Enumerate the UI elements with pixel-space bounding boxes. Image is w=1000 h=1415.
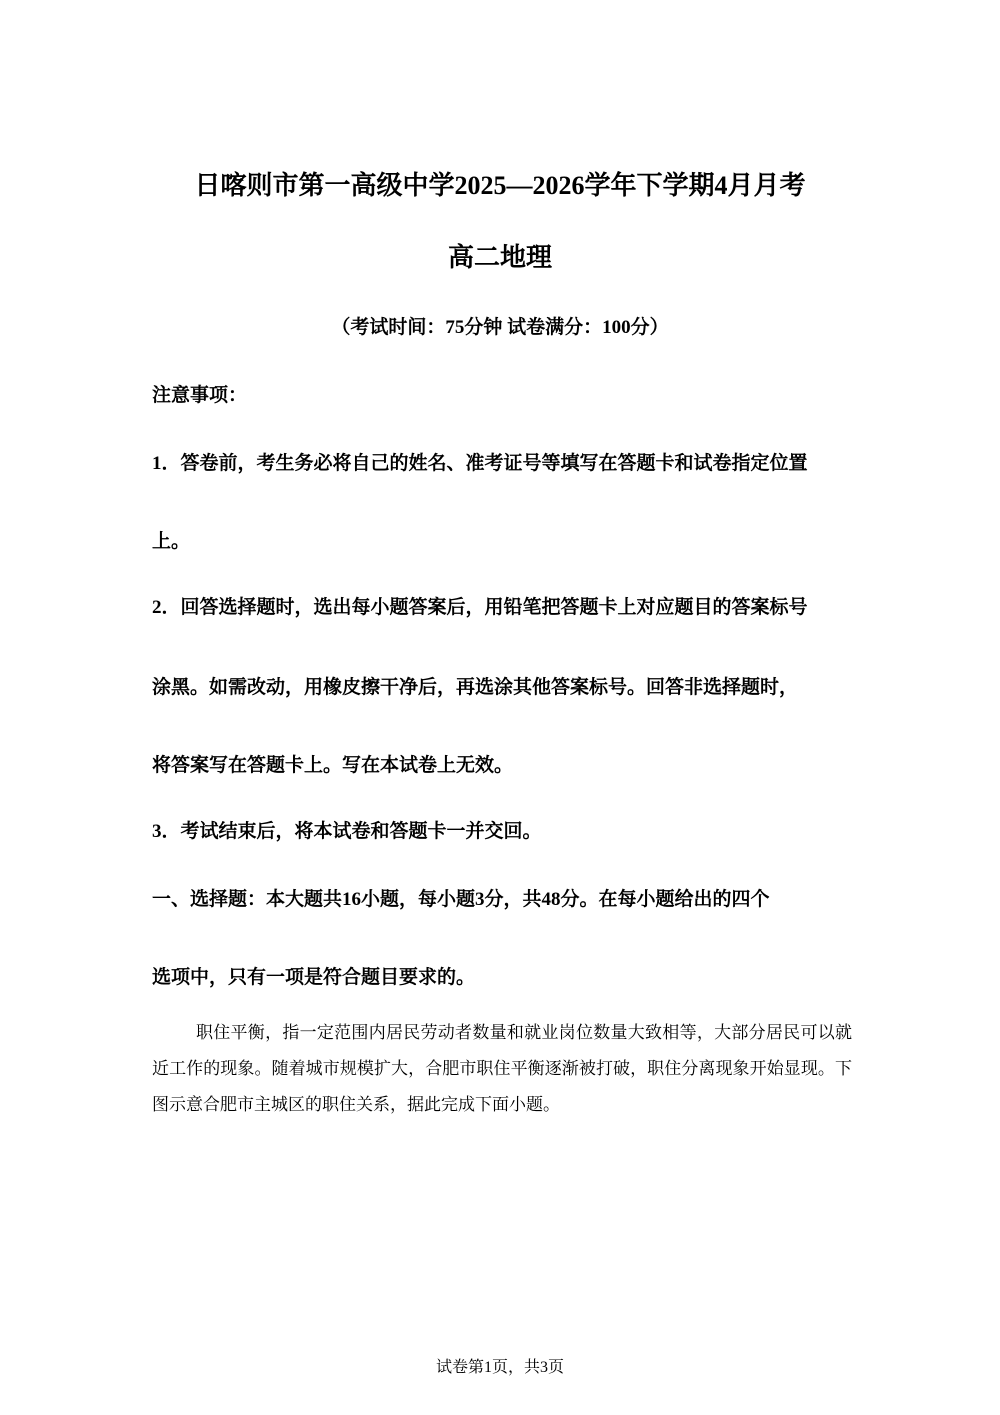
notice-heading: 注意事项：	[152, 385, 248, 406]
exam-time-and-score: （考试时间：75分钟 试卷满分：100分）	[331, 317, 669, 338]
page-footer: 试卷第1页，共3页	[435, 1359, 564, 1376]
exam-title: 日喀则市第一高级中学2025—2026学年下学期4月月考	[194, 171, 806, 200]
notice-line: 涂黑。如需改动，用橡皮擦干净后，再选涂其他答案标号。回答非选择题时，	[152, 677, 799, 698]
passage-text: 职住平衡，指一定范围内居民劳动者数量和就业岗位数量大致相等，大部分居民可以就近工作的现象。随着城市规模扩大，合肥市职住平衡逐渐被打破，职住分离现象开始显现。下图示意合肥市主城区的职住关系，据此完成下面小题。	[152, 1023, 852, 1115]
notice-line: 3．考试结束后，将本试卷和答题卡一并交回。	[152, 821, 542, 842]
notice-line: 1．答卷前，考生务必将自己的姓名、准考证号等填写在答题卡和试卷指定位置	[152, 453, 808, 474]
notice-line: 将答案写在答题卡上。写在本试卷上无效。	[152, 755, 514, 776]
section-heading: 一、选择题：本大题共16小题，每小题3分，共48分。在每小题给出的四个	[152, 889, 770, 910]
section-heading: 选项中，只有一项是符合题目要求的。	[152, 967, 476, 988]
notice-line: 2．回答选择题时，选出每小题答案后，用铅笔把答题卡上对应题目的答案标号	[152, 597, 808, 618]
notice-line: 上。	[152, 531, 191, 552]
exam-subject: 高二地理	[447, 243, 552, 272]
